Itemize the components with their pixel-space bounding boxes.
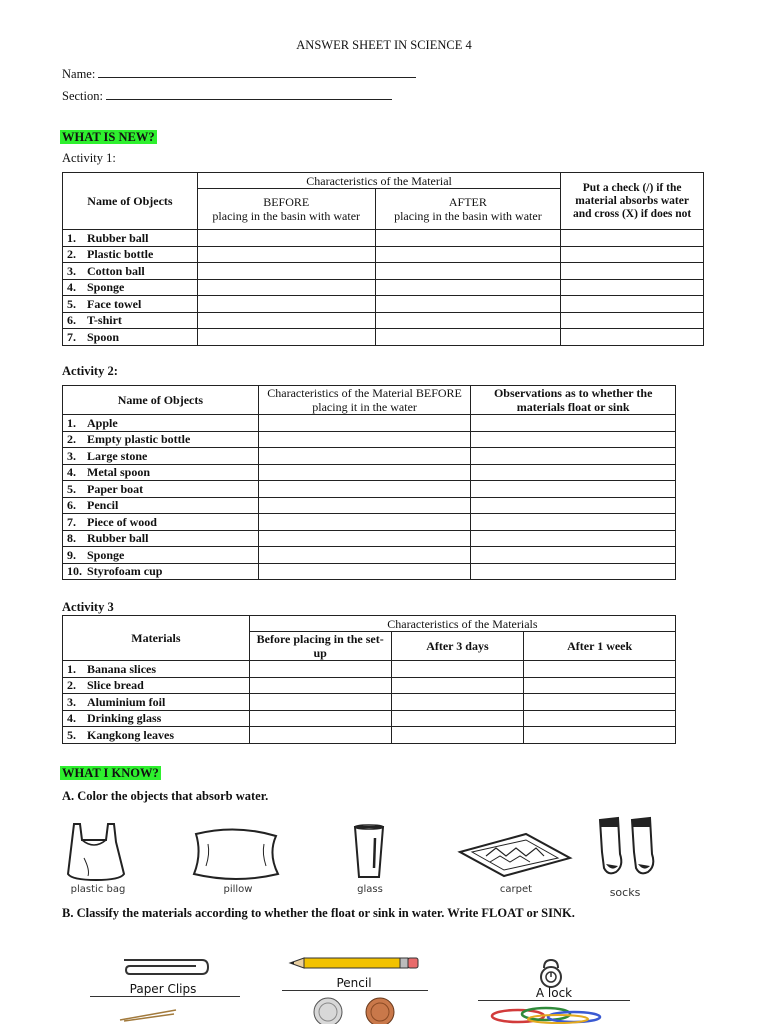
- answer-cell[interactable]: [471, 530, 676, 547]
- row-number: 1.: [67, 415, 76, 430]
- row-number: 5.: [67, 481, 76, 496]
- object-cell: [63, 263, 198, 280]
- answer-cell[interactable]: [391, 710, 524, 727]
- object-name: Drinking glass: [87, 711, 162, 726]
- answer-cell[interactable]: [249, 727, 391, 744]
- lock-label: A lock: [535, 986, 573, 1000]
- object-cell: [63, 677, 250, 694]
- answer-cell[interactable]: [391, 661, 524, 678]
- object-cell: [63, 547, 259, 564]
- answer-cell[interactable]: [258, 530, 471, 547]
- table-row: [63, 296, 704, 313]
- answer-cell[interactable]: [471, 481, 676, 498]
- a1-after-1: AFTER: [448, 195, 487, 209]
- a1-col-before: [197, 189, 375, 230]
- answer-cell[interactable]: [561, 263, 704, 280]
- answer-cell[interactable]: [524, 727, 676, 744]
- object-cell: [63, 497, 259, 514]
- page-title: ANSWER SHEET IN SCIENCE 4: [296, 38, 472, 52]
- section-line[interactable]: [106, 88, 392, 100]
- table-row: [63, 514, 676, 531]
- answer-cell[interactable]: [375, 230, 561, 247]
- answer-cell[interactable]: [197, 230, 375, 247]
- answer-cell[interactable]: [258, 431, 471, 448]
- answer-cell[interactable]: [375, 296, 561, 313]
- answer-cell[interactable]: [258, 415, 471, 432]
- row-number: 8.: [67, 531, 76, 546]
- answer-cell[interactable]: [197, 246, 375, 263]
- row-number: 2.: [67, 247, 76, 262]
- answer-cell[interactable]: [249, 677, 391, 694]
- coins-icon: [306, 994, 406, 1024]
- object-name: Rubber ball: [87, 531, 149, 546]
- answer-cell[interactable]: [471, 547, 676, 564]
- answer-cell[interactable]: [258, 448, 471, 465]
- a3-col-1week: After 1 week: [524, 632, 676, 661]
- object-name: Cotton ball: [87, 263, 145, 278]
- object-name: Styrofoam cup: [87, 564, 163, 579]
- part-b-instruction: B. Classify the materials according to whether the float or sink in water. Write FLOAT or SINK.: [62, 906, 575, 920]
- object-cell: [63, 279, 198, 296]
- answer-cell[interactable]: [375, 279, 561, 296]
- lock-icon[interactable]: [534, 958, 568, 988]
- object-name: T-shirt: [87, 313, 122, 328]
- answer-cell[interactable]: [561, 312, 704, 329]
- object-name: Banana slices: [87, 661, 157, 676]
- a3-col-before: Before placing in the set-up: [249, 632, 391, 661]
- answer-cell[interactable]: [471, 415, 676, 432]
- object-cell: [63, 246, 198, 263]
- object-name: Slice bread: [87, 678, 144, 693]
- answer-cell[interactable]: [197, 279, 375, 296]
- pencil-icon[interactable]: [288, 956, 422, 970]
- table-row: [63, 710, 676, 727]
- table-row: [63, 329, 704, 346]
- section-label: Section:: [62, 89, 103, 103]
- a1-col-char: Characteristics of the Material: [197, 173, 560, 189]
- object-cell: [63, 481, 259, 498]
- object-name: Kangkong leaves: [87, 727, 175, 742]
- table-row: [63, 481, 676, 498]
- glass-icon[interactable]: [352, 824, 386, 880]
- object-name: Plastic bottle: [87, 247, 154, 262]
- socks-icon[interactable]: [594, 816, 666, 880]
- answer-cell[interactable]: [197, 296, 375, 313]
- a2-col-obs: Observations as to whether the materials float or sink: [471, 386, 676, 415]
- table-row: [63, 464, 676, 481]
- answer-cell[interactable]: [561, 329, 704, 346]
- what-is-new-heading: [60, 128, 157, 146]
- table-row: [63, 661, 676, 678]
- what-i-know-text: WHAT I KNOW?: [62, 766, 159, 780]
- a2-col-name: Name of Objects: [63, 386, 259, 415]
- table-row: [63, 530, 676, 547]
- object-cell: [63, 448, 259, 465]
- answer-cell[interactable]: [524, 661, 676, 678]
- a1-col-name: Name of Objects: [63, 173, 198, 230]
- answer-cell[interactable]: [375, 312, 561, 329]
- table-row: [63, 727, 676, 744]
- object-name: Paper boat: [87, 481, 144, 496]
- row-number: 10.: [67, 564, 82, 579]
- table-row: [63, 431, 676, 448]
- answer-cell[interactable]: [249, 694, 391, 711]
- object-name: Rubber ball: [87, 230, 149, 245]
- object-name: Piece of wood: [87, 514, 157, 529]
- activity3-table: [62, 615, 676, 744]
- object-cell: [63, 727, 250, 744]
- answer-cell[interactable]: [561, 230, 704, 247]
- row-number: 4.: [67, 465, 76, 480]
- row-number: 6.: [67, 313, 76, 328]
- object-cell: [63, 514, 259, 531]
- answer-cell[interactable]: [391, 727, 524, 744]
- activity2-table: [62, 385, 676, 580]
- answer-cell[interactable]: [249, 661, 391, 678]
- table-row: [63, 448, 676, 465]
- row-number: 7.: [67, 514, 76, 529]
- row-number: 3.: [67, 263, 76, 278]
- answer-cell[interactable]: [391, 694, 524, 711]
- a1-col-after: [375, 189, 561, 230]
- a2-col-char: Characteristics of the Material BEFORE placing it in the water: [258, 386, 471, 415]
- row-number: 6.: [67, 498, 76, 513]
- answer-cell[interactable]: [471, 464, 676, 481]
- table-row: [63, 230, 704, 247]
- answer-cell[interactable]: [197, 263, 375, 280]
- answer-cell[interactable]: [375, 329, 561, 346]
- plastic-bag-label: plastic bag: [70, 884, 126, 895]
- object-cell: [63, 661, 250, 678]
- a3-col-3days: After 3 days: [391, 632, 524, 661]
- pencil-answer-line[interactable]: [282, 990, 428, 991]
- row-number: 9.: [67, 547, 76, 562]
- activity1-table: [62, 172, 704, 346]
- object-cell: [63, 694, 250, 711]
- paper-clips-answer-line[interactable]: [90, 996, 240, 997]
- a1-before-2: placing in the basin with water: [212, 209, 361, 223]
- row-number: 7.: [67, 329, 76, 344]
- answer-cell[interactable]: [258, 497, 471, 514]
- object-name: Face towel: [87, 296, 142, 311]
- answer-cell[interactable]: [561, 296, 704, 313]
- object-cell: [63, 563, 259, 580]
- lock-answer-line[interactable]: [478, 1000, 630, 1001]
- object-cell: [63, 530, 259, 547]
- plastic-bag-icon[interactable]: [64, 818, 130, 882]
- object-cell: [63, 431, 259, 448]
- answer-cell[interactable]: [524, 694, 676, 711]
- row-number: 5.: [67, 727, 76, 742]
- part-a-instruction: A. Color the objects that absorb water.: [62, 789, 269, 803]
- row-number: 2.: [67, 678, 76, 693]
- answer-cell[interactable]: [471, 448, 676, 465]
- activity1-label: Activity 1:: [62, 151, 116, 165]
- answer-cell[interactable]: [524, 710, 676, 727]
- table-row: [63, 547, 676, 564]
- row-number: 1.: [67, 661, 76, 676]
- carpet-icon[interactable]: [456, 830, 574, 880]
- a3-col-materials: Materials: [63, 616, 250, 661]
- row-number: 2.: [67, 432, 76, 447]
- answer-cell[interactable]: [249, 710, 391, 727]
- table-row: [63, 677, 676, 694]
- table-row: [63, 415, 676, 432]
- paper-clips-label: Paper Clips: [129, 982, 197, 996]
- table-row: [63, 263, 704, 280]
- a1-before-1: BEFORE: [263, 195, 310, 209]
- section-field: [62, 88, 392, 104]
- pencil-label: Pencil: [336, 976, 372, 990]
- answer-cell[interactable]: [391, 677, 524, 694]
- row-number: 1.: [67, 230, 76, 245]
- answer-cell[interactable]: [258, 547, 471, 564]
- what-is-new-text: WHAT IS NEW?: [62, 130, 155, 144]
- answer-cell[interactable]: [471, 514, 676, 531]
- row-number: 4.: [67, 711, 76, 726]
- answer-cell[interactable]: [471, 497, 676, 514]
- row-number: 4.: [67, 280, 76, 295]
- table-row: [63, 694, 676, 711]
- pillow-icon[interactable]: [188, 826, 284, 882]
- answer-cell[interactable]: [197, 312, 375, 329]
- activity2-label: Activity 2:: [62, 364, 118, 378]
- name-field: [62, 66, 416, 82]
- object-name: Sponge: [87, 547, 125, 562]
- table-row: [63, 497, 676, 514]
- socks-label: socks: [609, 886, 641, 899]
- object-cell: [63, 415, 259, 432]
- rubber-bands-icon: [488, 1004, 612, 1024]
- carpet-label: carpet: [499, 884, 533, 895]
- object-cell: [63, 312, 198, 329]
- answer-cell[interactable]: [258, 464, 471, 481]
- object-cell: [63, 710, 250, 727]
- answer-cell[interactable]: [258, 481, 471, 498]
- answer-cell[interactable]: [471, 431, 676, 448]
- a3-col-char: Characteristics of the Materials: [249, 616, 675, 632]
- answer-cell[interactable]: [258, 563, 471, 580]
- answer-cell[interactable]: [561, 279, 704, 296]
- object-name: Apple: [87, 415, 118, 430]
- pillow-label: pillow: [223, 884, 253, 895]
- object-name: Metal spoon: [87, 465, 150, 480]
- object-name: Aluminium foil: [87, 694, 166, 709]
- toothpick-icon: [118, 1008, 178, 1022]
- object-cell: [63, 329, 198, 346]
- table-row: [63, 279, 704, 296]
- row-number: 5.: [67, 296, 76, 311]
- answer-cell[interactable]: [258, 514, 471, 531]
- a1-col-check: Put a check (/) if the material absorbs water and cross (X) if does not: [561, 173, 704, 230]
- table-row: [63, 312, 704, 329]
- answer-cell[interactable]: [375, 246, 561, 263]
- object-cell: [63, 230, 198, 247]
- name-label: Name:: [62, 67, 96, 81]
- row-number: 3.: [67, 694, 76, 709]
- glass-label: glass: [357, 884, 383, 895]
- answer-cell[interactable]: [561, 246, 704, 263]
- a1-after-2: placing in the basin with water: [394, 209, 542, 223]
- table-row: [63, 563, 676, 580]
- object-name: Sponge: [87, 280, 125, 295]
- name-line[interactable]: [98, 66, 416, 78]
- object-name: Pencil: [87, 498, 119, 513]
- object-cell: [63, 464, 259, 481]
- paper-clip-icon[interactable]: [116, 956, 210, 978]
- row-number: 3.: [67, 448, 76, 463]
- answer-cell[interactable]: [524, 677, 676, 694]
- answer-cell[interactable]: [197, 329, 375, 346]
- activity3-label: Activity 3: [62, 600, 114, 614]
- what-i-know-heading: [60, 764, 161, 782]
- object-name: Spoon: [87, 329, 120, 344]
- answer-cell[interactable]: [471, 563, 676, 580]
- table-row: [63, 246, 704, 263]
- object-name: Empty plastic bottle: [87, 432, 191, 447]
- object-name: Large stone: [87, 448, 148, 463]
- answer-cell[interactable]: [375, 263, 561, 280]
- object-cell: [63, 296, 198, 313]
